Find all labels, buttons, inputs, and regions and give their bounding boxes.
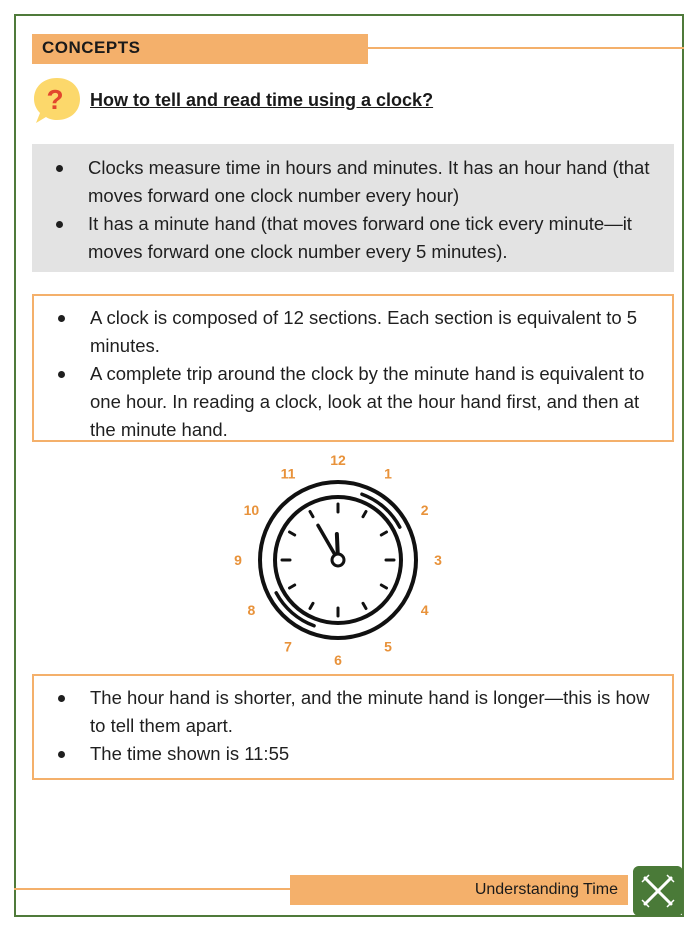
question-mark: ? xyxy=(46,84,64,115)
bullet-dot xyxy=(58,695,65,702)
clock-tick xyxy=(381,532,386,535)
list-item xyxy=(34,684,672,740)
list-item xyxy=(32,154,674,210)
hands-explanation-box xyxy=(32,674,674,780)
intro-panel xyxy=(32,144,674,272)
clock-number: 8 xyxy=(247,602,256,618)
clock-accent-arc xyxy=(362,494,400,527)
list-item xyxy=(32,210,674,266)
clock-tick xyxy=(290,585,295,588)
question-title: How to tell and read time using a clock? xyxy=(90,90,434,110)
clock-number: 12 xyxy=(330,452,346,468)
section-label: CONCEPTS xyxy=(42,38,141,57)
clock-tick xyxy=(290,532,295,535)
bullet-dot xyxy=(58,751,65,758)
clock-number: 5 xyxy=(384,638,392,655)
list-item-text: Clocks measure time in hours and minutes. It has an hour hand (that moves forward one clock number every hour) xyxy=(88,157,650,206)
bullet-dot xyxy=(58,315,65,322)
clock-tick xyxy=(363,603,366,608)
clock-tick xyxy=(310,512,313,517)
pencil-ruler-logo-icon xyxy=(633,866,683,916)
clock-number: 10 xyxy=(243,502,260,518)
footer-line xyxy=(14,888,294,890)
clock-number: 4 xyxy=(420,602,429,618)
list-item-text: The time shown is 11:55 xyxy=(90,743,290,764)
clock-number: 1 xyxy=(384,465,392,482)
clock-sections-box xyxy=(32,294,674,442)
list-item xyxy=(34,740,672,768)
clock-illustration xyxy=(225,448,455,673)
section-header-line xyxy=(368,47,684,49)
clock-number: 9 xyxy=(234,552,242,568)
clock-number: 6 xyxy=(334,652,342,668)
clock-number: 11 xyxy=(280,465,296,482)
list-item-text: A clock is composed of 12 sections. Each section is equivalent to 5 minutes. xyxy=(90,307,638,356)
list-item-text: It has a minute hand (that moves forward one tick every minute—it moves forward one clock number every 5 minutes). xyxy=(88,213,632,262)
clock-center-pin xyxy=(332,554,344,566)
clock-number: 3 xyxy=(434,552,442,568)
clock-number: 7 xyxy=(284,638,292,655)
footer-title: Understanding Time xyxy=(474,881,618,898)
list-item xyxy=(34,360,672,444)
list-item-text: The hour hand is shorter, and the minute hand is longer—this is how to tell them apart. xyxy=(90,687,650,736)
clock-accent-arc xyxy=(276,593,314,626)
bullet-dot xyxy=(56,221,63,228)
bullet-dot xyxy=(58,371,65,378)
bullet-dot xyxy=(56,165,63,172)
clock-number: 2 xyxy=(420,502,429,518)
list-item xyxy=(34,304,672,360)
clock-tick xyxy=(363,512,366,517)
clock-tick xyxy=(310,603,313,608)
clock-tick xyxy=(381,585,386,588)
list-item-text: A complete trip around the clock by the minute hand is equivalent to one hour. In reading a clock, look at the hour hand first, and then at the minute hand. xyxy=(90,363,645,440)
question-bubble-icon xyxy=(30,74,84,128)
